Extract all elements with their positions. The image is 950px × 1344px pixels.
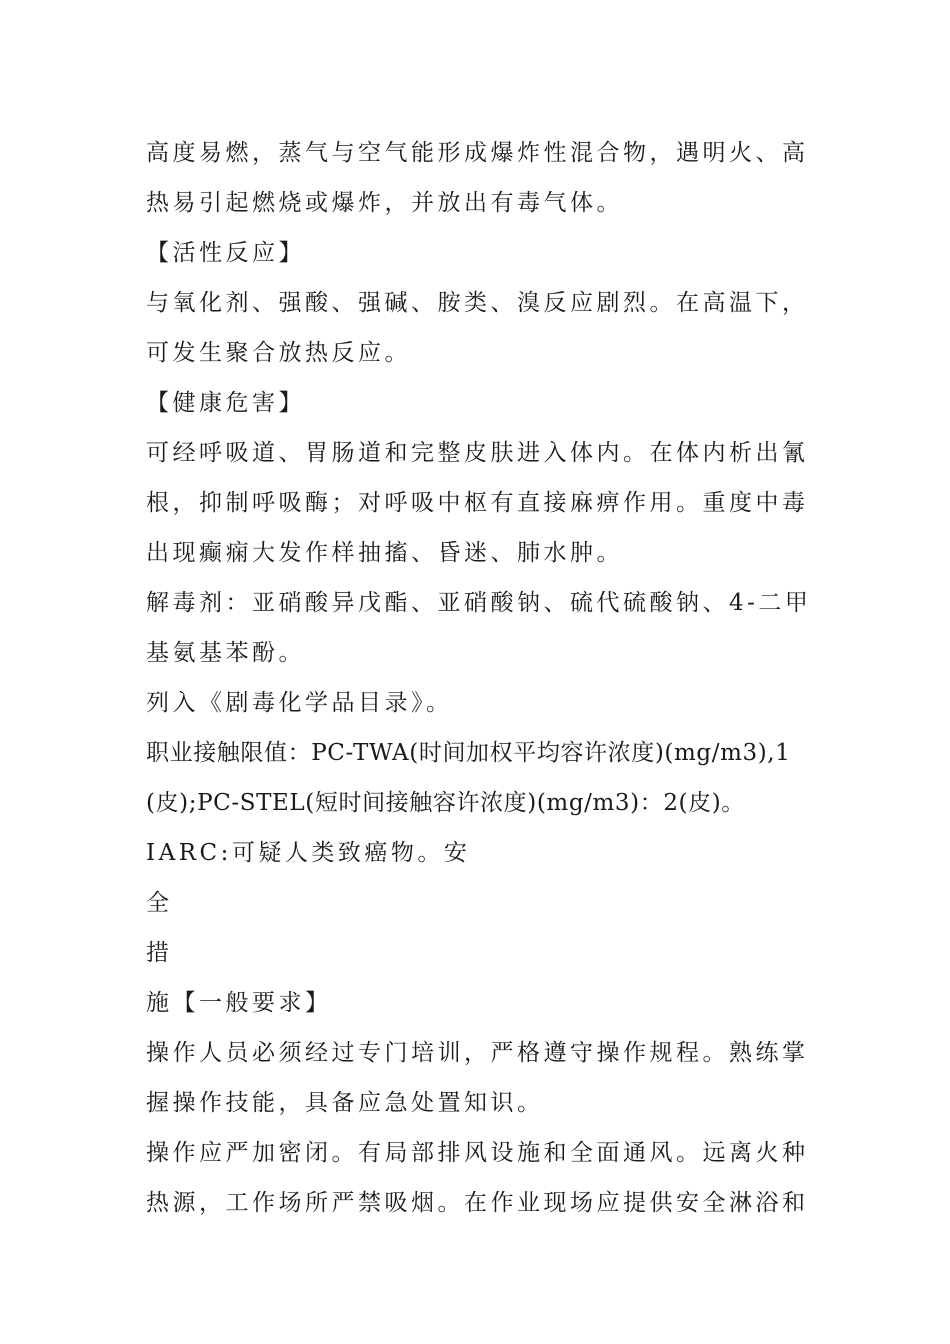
text-line-20: 握操作技能，具备应急处置知识。 bbox=[146, 1090, 544, 1116]
text-line-11: 基氨基苯酚。 bbox=[146, 640, 305, 666]
text-line-10: 解毒剂：亚硝酸异戊酯、亚硝酸钠、硫代硫酸钠、4-二甲 bbox=[146, 590, 812, 616]
text-line-4: 与氧化剂、强酸、强碱、胺类、溴反应剧烈。在高温下， bbox=[146, 290, 809, 316]
text-line-1: 高度易燃，蒸气与空气能形成爆炸性混合物，遇明火、高 bbox=[146, 140, 809, 166]
text-line-17: 措 bbox=[146, 940, 173, 966]
text-line-2: 热易引起燃烧或爆炸，并放出有毒气体。 bbox=[146, 190, 623, 216]
text-line-14: (皮);PC-STEL(短时间接触容许浓度)(mg/m3)：2(皮)。 bbox=[146, 790, 745, 816]
text-line-7: 可经呼吸道、胃肠道和完整皮肤进入体内。在体内析出氰 bbox=[146, 440, 809, 466]
section-heading-health-hazard: 【健康危害】 bbox=[146, 390, 305, 416]
text-line-5: 可发生聚合放热反应。 bbox=[146, 340, 411, 366]
text-line-13: 职业接触限值：PC-TWA(时间加权平均容许浓度)(mg/m3),1 bbox=[146, 740, 791, 766]
text-line-15: IARC:可疑人类致癌物。安 bbox=[146, 840, 471, 866]
text-line-16: 全 bbox=[146, 890, 173, 916]
text-line-22: 热源，工作场所严禁吸烟。在作业现场应提供安全淋浴和 bbox=[146, 1190, 809, 1216]
section-heading-reactivity: 【活性反应】 bbox=[146, 240, 305, 266]
document-body bbox=[146, 128, 810, 1228]
text-line-8: 根，抑制呼吸酶；对呼吸中枢有直接麻痹作用。重度中毒 bbox=[146, 490, 809, 516]
text-line-9: 出现癫痫大发作样抽搐、昏迷、肺水肿。 bbox=[146, 540, 623, 566]
section-heading-general-requirements: 施【一般要求】 bbox=[146, 990, 332, 1016]
text-line-12: 列入《剧毒化学品目录》。 bbox=[146, 690, 453, 716]
text-line-19: 操作人员必须经过专门培训，严格遵守操作规程。熟练掌 bbox=[146, 1040, 809, 1066]
text-line-21: 操作应严加密闭。有局部排风设施和全面通风。远离火种 bbox=[146, 1140, 809, 1166]
